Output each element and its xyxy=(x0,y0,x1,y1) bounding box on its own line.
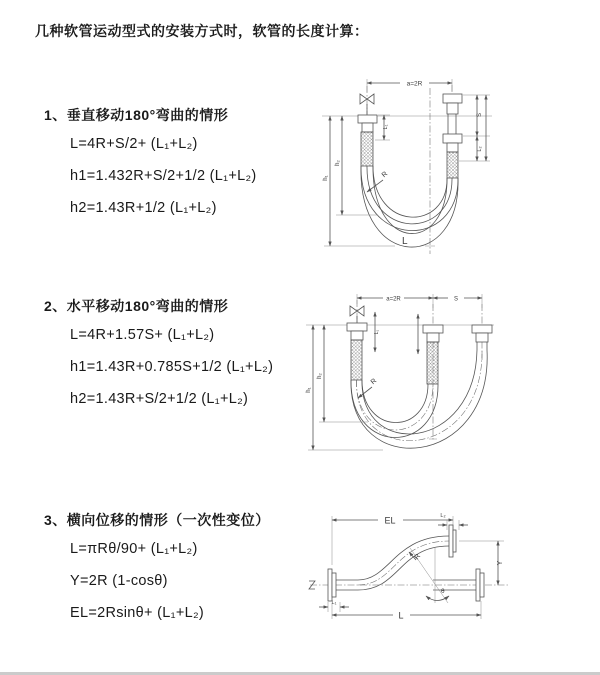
dim-label-l2: L₂ xyxy=(440,513,446,519)
dimension-l1 xyxy=(319,600,349,612)
dim-label-l1: L₁ xyxy=(374,329,380,335)
radius-label: R xyxy=(413,552,423,562)
hose-arcs xyxy=(361,166,458,247)
section-heading: 3、横向位移的情形（一次性变位） xyxy=(44,512,270,528)
section-lateral-displacement xyxy=(44,511,270,636)
length-label: L xyxy=(398,610,404,621)
section-vertical-movement xyxy=(44,106,257,231)
radius-leader xyxy=(367,171,389,192)
formula-line: EL=2Rsinθ+ (L₁+L₂) xyxy=(70,605,205,621)
diagram-vertical-180-bend xyxy=(300,68,592,268)
dimension-a-2r xyxy=(357,294,482,308)
length-label: L xyxy=(402,236,408,247)
dim-label-l2: L₂ xyxy=(477,146,483,152)
braided-hose-section xyxy=(361,132,373,166)
dimension-l1 xyxy=(374,312,418,354)
dimension-l2 xyxy=(477,95,486,161)
flange-right xyxy=(443,94,462,178)
braided-hose-section xyxy=(351,340,362,380)
dim-label-s: S xyxy=(477,112,483,118)
dim-label-h2: h₂ xyxy=(317,373,323,379)
dim-label-l1: L₁ xyxy=(383,124,389,130)
dimension-a-2r xyxy=(367,79,452,92)
dim-label-a: a=2R xyxy=(386,296,401,303)
dim-label-y: Y xyxy=(497,560,504,566)
dimension-s xyxy=(459,95,490,161)
formula-line: h1=1.43R+0.785S+1/2 (L₁+L₂) xyxy=(70,359,274,375)
braided-hose-section xyxy=(427,342,438,384)
hose-arcs xyxy=(351,350,487,448)
formula-line: L=4R+S/2+ (L₁+L₂) xyxy=(70,136,198,152)
formula-line: L=πRθ/90+ (L₁+L₂) xyxy=(70,541,198,557)
radius-label: R xyxy=(380,170,390,180)
dimension-s xyxy=(433,297,482,303)
dim-label-s: S xyxy=(453,296,459,303)
page-title: 几种软管运动型式的安装方式时，软管的长度计算： xyxy=(35,23,369,39)
formula-line: h1=1.432R+S/2+1/2 (L₁+L₂) xyxy=(70,168,257,184)
radius-leader xyxy=(409,552,422,561)
flange-left xyxy=(358,115,377,166)
hose-s-curve xyxy=(358,536,449,590)
dim-label-h2: h₂ xyxy=(335,160,341,166)
valve-icon xyxy=(360,94,374,115)
diagram-horizontal-180-bend xyxy=(298,282,596,454)
formula-line: h2=1.43R+S/2+1/2 (L₁+L₂) xyxy=(70,391,249,407)
dim-label-h1: h₁ xyxy=(306,387,312,393)
flange-upper-right xyxy=(449,525,456,557)
dim-label-h1: h₁ xyxy=(323,175,329,181)
section-heading: 2、水平移动180°弯曲的情形 xyxy=(44,298,229,314)
formula-line: Y=2R (1-cosθ) xyxy=(70,573,168,589)
diagram-lateral-displacement xyxy=(298,503,596,643)
section-horizontal-movement xyxy=(44,297,273,422)
radius-label: R xyxy=(369,377,379,387)
formula-line: h2=1.43R+1/2 (L₁+L₂) xyxy=(70,200,217,216)
formula-line: L=4R+1.57S+ (L₁+L₂) xyxy=(70,327,215,343)
radius-leader xyxy=(358,378,378,398)
dimension-l xyxy=(332,601,481,621)
theta-label: θ xyxy=(441,588,445,595)
flange-middle xyxy=(423,325,443,384)
section-heading: 1、垂直移动180°弯曲的情形 xyxy=(44,107,229,123)
braided-hose-section xyxy=(447,152,458,178)
dim-label-l1: L₁ xyxy=(331,600,337,606)
flange-left xyxy=(347,323,367,380)
dim-label-el: EL xyxy=(384,515,396,526)
dim-label-a: a=2R xyxy=(406,80,423,88)
